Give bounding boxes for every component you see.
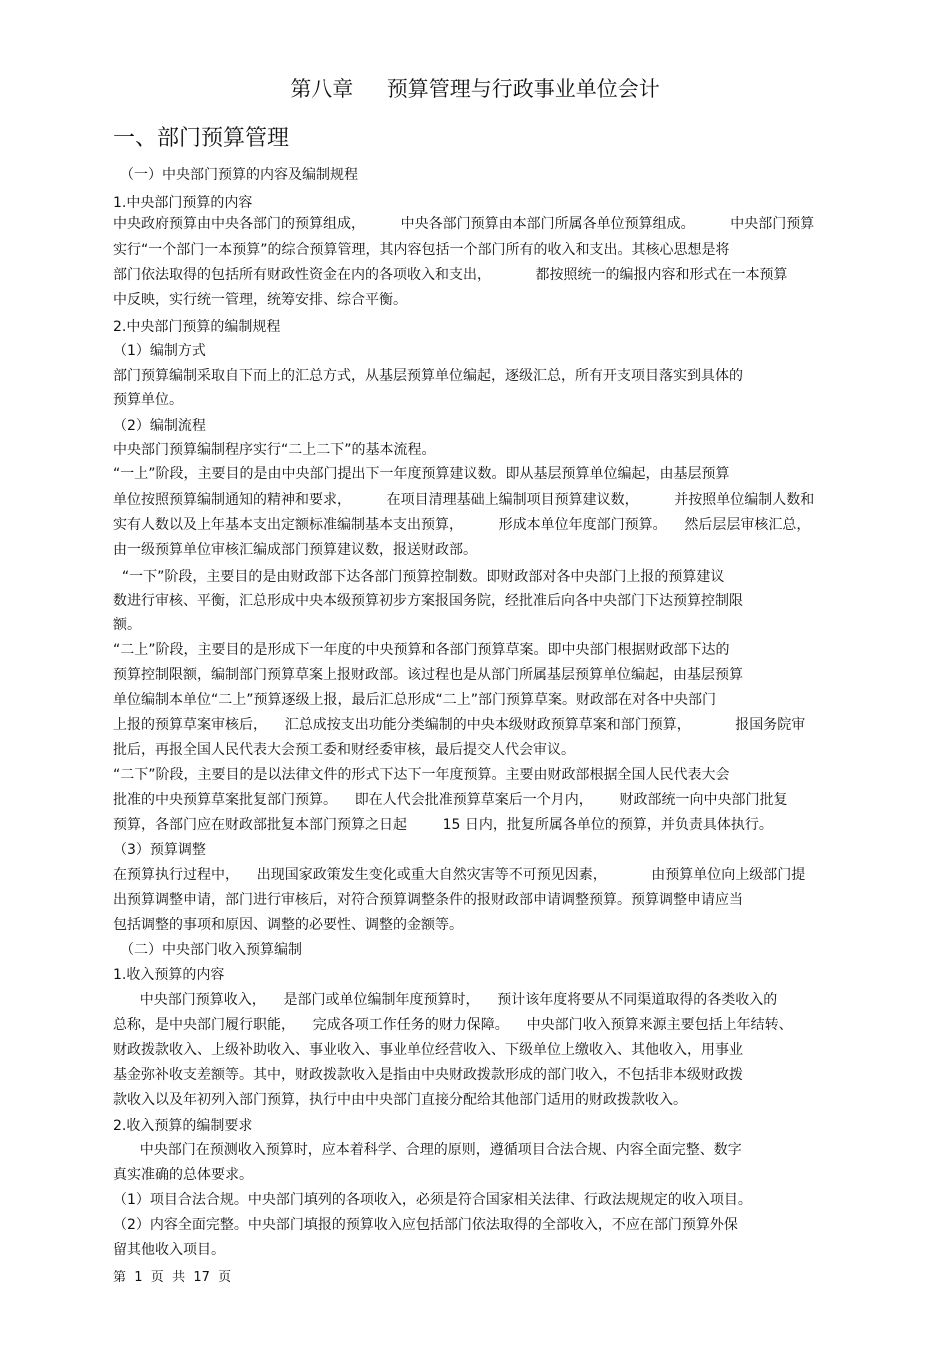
chapter-title: 第八章 预算管理与行政事业单位会计: [290, 77, 660, 101]
paragraph-line: 额。: [113, 617, 141, 633]
item-heading: 2.收入预算的编制要求: [113, 1118, 253, 1134]
paragraph-line: 中央政府预算由中央各部门的预算组成， 中央各部门预算由本部门所属各单位预算组成。 中央部门预算: [113, 216, 815, 232]
paragraph-line: 中央部门预算编制程序实行“二上二下”的基本流程。: [113, 442, 436, 458]
paragraph-line: “二上”阶段，主要目的是形成下一年度的中央预算和各部门预算草案。即中央部门根据财政部下达的: [113, 642, 730, 658]
paragraph-line: 部门依法取得的包括所有财政性资金在内的各项收入和支出， 都按照统一的编报内容和形式在一本预算: [113, 267, 788, 283]
item-heading: 2.中央部门预算的编制规程: [113, 319, 281, 335]
paragraph-line: 中央部门预算收入， 是部门或单位编制年度预算时， 预计该年度将要从不同渠道取得的各类收入的: [113, 992, 778, 1008]
paragraph-line: 留其他收入项目。: [113, 1242, 225, 1258]
paragraph-line: “二下”阶段，主要目的是以法律文件的形式下达下一年度预算。主要由财政部根据全国人民代表大会: [113, 767, 730, 783]
paragraph-line: （1）项目合法合规。中央部门填列的各项收入，必须是符合国家相关法律、行政法规规定的收入项目。: [113, 1192, 752, 1208]
paragraph-line: 中央部门在预测收入预算时，应本着科学、合理的原则，遵循项目合法合规、内容全面完整、数字: [113, 1142, 742, 1158]
paragraph-line: 实行“一个部门一本预算”的综合预算管理，其内容包括一个部门所有的收入和支出。其核心思想是将: [113, 242, 730, 258]
paragraph-line: “一上”阶段，主要目的是由中央部门提出下一年度预算建议数。即从基层预算单位编起，由基层预算: [113, 466, 730, 482]
paragraph-line: 批准的中央预算草案批复部门预算。 即在人代会批准预算草案后一个月内， 财政部统一向中央部门批复: [113, 792, 788, 808]
paragraph-line: 中反映，实行统一管理，统筹安排、综合平衡。: [113, 292, 407, 308]
paragraph-line: 总称，是中央部门履行职能， 完成各项工作任务的财力保障。 中央部门收入预算来源主要包括上年结转、: [113, 1017, 793, 1033]
page-footer: 第 1 页 共 17 页: [113, 1270, 232, 1285]
paragraph-line: 在预算执行过程中， 出现国家政策发生变化或重大自然灾害等不可预见因素， 由预算单位向上级部门提: [113, 867, 806, 883]
subsection-heading: （一）中央部门预算的内容及编制规程: [120, 167, 358, 183]
paragraph-line: 基金弥补收支差额等。其中，财政拨款收入是指由中央财政拨款形成的部门收入，不包括非本级财政拨: [113, 1067, 743, 1083]
paragraph-line: 单位编制本单位“二上”预算逐级上报，最后汇总形成“二上”部门预算草案。财政部在对各中央部门: [113, 692, 717, 708]
sub-item-heading: （3）预算调整: [113, 842, 206, 858]
paragraph-line: 财政拨款收入、上级补助收入、事业收入、事业单位经营收入、下级单位上缴收入、其他收入，用事业: [113, 1042, 743, 1058]
paragraph-line: 款收入以及年初列入部门预算，执行中由中央部门直接分配给其他部门适用的财政拨款收入。: [113, 1092, 687, 1108]
paragraph-line: 真实准确的总体要求。: [113, 1167, 253, 1183]
paragraph-line: 实有人数以及上年基本支出定额标准编制基本支出预算， 形成本单位年度部门预算。 然后层层审核汇总，: [113, 517, 811, 533]
paragraph-line: 单位按照预算编制通知的精神和要求， 在项目清理基础上编制项目预算建议数， 并按照单位编制人数和: [113, 492, 815, 508]
sub-item-heading: （2）编制流程: [113, 418, 206, 434]
paragraph-line: “一下”阶段，主要目的是由财政部下达各部门预算控制数。即财政部对各中央部门上报的预算建议: [113, 569, 725, 585]
paragraph-line: （2）内容全面完整。中央部门填报的预算收入应包括部门依法取得的全部收入，不应在部门预算外保: [113, 1217, 738, 1233]
paragraph-line: 批后，再报全国人民代表大会预工委和财经委审核，最后提交人代会审议。: [113, 742, 575, 758]
paragraph-line: 部门预算编制采取自下而上的汇总方式，从基层预算单位编起，逐级汇总，所有开支项目落实到具体的: [113, 368, 743, 384]
paragraph-line: 由一级预算单位审核汇编成部门预算建议数，报送财政部。: [113, 542, 477, 558]
item-heading: 1.收入预算的内容: [113, 967, 225, 983]
paragraph-line: 出预算调整申请，部门进行审核后，对符合预算调整条件的报财政部申请调整预算。预算调整申请应当: [113, 892, 743, 908]
section-title: 一、部门预算管理: [113, 126, 290, 151]
sub-item-heading: （1）编制方式: [113, 343, 206, 359]
paragraph-line: 上报的预算草案审核后， 汇总成按支出功能分类编制的中央本级财政预算草案和部门预算， 报国务院审: [113, 717, 806, 733]
paragraph-line: 预算单位。: [113, 392, 183, 408]
paragraph-line: 预算，各部门应在财政部批复本部门预算之日起 15 日内，批复所属各单位的预算，并负责具体执行。: [113, 817, 773, 833]
subsection-heading: （二）中央部门收入预算编制: [120, 942, 302, 958]
item-heading: 1.中央部门预算的内容: [113, 195, 253, 211]
paragraph-line: 数进行审核、平衡，汇总形成中央本级预算初步方案报国务院，经批准后向各中央部门下达预算控制限: [113, 593, 743, 609]
paragraph-line: 预算控制限额，编制部门预算草案上报财政部。该过程也是从部门所属基层预算单位编起，由基层预算: [113, 667, 743, 683]
paragraph-line: 包括调整的事项和原因、调整的必要性、调整的金额等。: [113, 917, 463, 933]
